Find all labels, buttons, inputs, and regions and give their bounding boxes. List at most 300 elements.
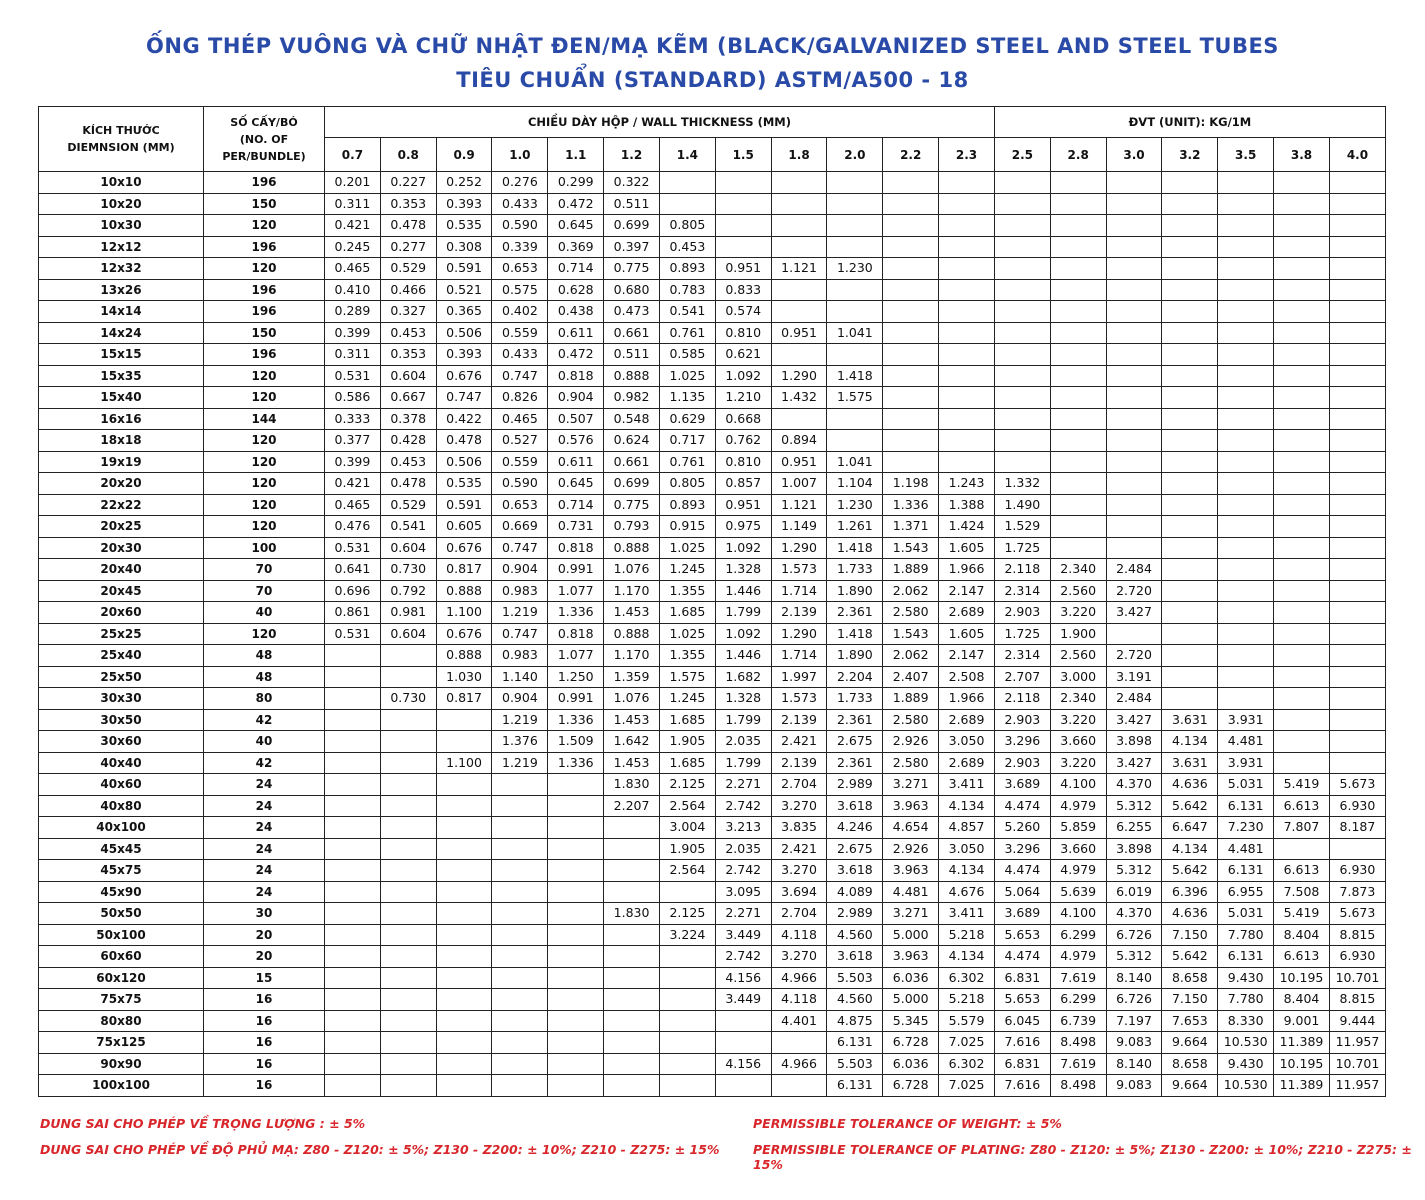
table-row bbox=[39, 193, 1386, 215]
weight-cell bbox=[380, 645, 436, 667]
weight-cell: 0.676 bbox=[436, 365, 492, 387]
weight-cell: 2.204 bbox=[827, 666, 883, 688]
weight-cell: 0.575 bbox=[492, 279, 548, 301]
weight-cell: 0.433 bbox=[492, 193, 548, 215]
weight-cell bbox=[1329, 430, 1385, 452]
weight-cell bbox=[1162, 494, 1218, 516]
table-row bbox=[39, 451, 1386, 473]
weight-cell bbox=[325, 1010, 381, 1032]
weight-cell bbox=[604, 1032, 660, 1054]
weight-cell bbox=[1050, 430, 1106, 452]
weight-cell bbox=[1106, 473, 1162, 495]
thickness-header-cell: 0.9 bbox=[436, 138, 492, 172]
weight-cell: 6.045 bbox=[994, 1010, 1050, 1032]
table-row bbox=[39, 516, 1386, 538]
weight-cell: 0.861 bbox=[325, 602, 381, 624]
weight-cell bbox=[492, 774, 548, 796]
weight-cell: 1.336 bbox=[883, 494, 939, 516]
weight-cell: 1.889 bbox=[883, 559, 939, 581]
weight-cell: 5.312 bbox=[1106, 860, 1162, 882]
weight-cell: 2.704 bbox=[771, 903, 827, 925]
weight-cell bbox=[1329, 559, 1385, 581]
weight-cell: 0.428 bbox=[380, 430, 436, 452]
table-row bbox=[39, 279, 1386, 301]
weight-cell bbox=[492, 881, 548, 903]
weight-cell: 4.875 bbox=[827, 1010, 883, 1032]
weight-cell: 1.733 bbox=[827, 559, 883, 581]
weight-cell bbox=[659, 193, 715, 215]
weight-cell bbox=[939, 451, 995, 473]
weight-cell: 5.653 bbox=[994, 924, 1050, 946]
weight-cell bbox=[436, 774, 492, 796]
weight-cell: 0.857 bbox=[715, 473, 771, 495]
weight-cell bbox=[1106, 279, 1162, 301]
weight-cell: 0.586 bbox=[325, 387, 381, 409]
weight-cell bbox=[1274, 559, 1330, 581]
weight-cell bbox=[883, 451, 939, 473]
weight-cell: 1.290 bbox=[771, 537, 827, 559]
weight-cell bbox=[771, 279, 827, 301]
bundle-cell: 24 bbox=[204, 774, 325, 796]
weight-cell bbox=[1329, 258, 1385, 280]
weight-cell: 1.453 bbox=[604, 752, 660, 774]
weight-cell: 1.170 bbox=[604, 580, 660, 602]
weight-cell: 0.541 bbox=[380, 516, 436, 538]
weight-cell: 0.805 bbox=[659, 473, 715, 495]
weight-cell: 6.831 bbox=[994, 1053, 1050, 1075]
weight-cell bbox=[1050, 301, 1106, 323]
weight-cell: 1.830 bbox=[604, 903, 660, 925]
weight-cell: 0.653 bbox=[492, 494, 548, 516]
weight-cell: 0.982 bbox=[604, 387, 660, 409]
weight-cell: 6.131 bbox=[1218, 946, 1274, 968]
thickness-header-cell: 0.8 bbox=[380, 138, 436, 172]
bundle-cell: 70 bbox=[204, 559, 325, 581]
weight-cell: 2.742 bbox=[715, 860, 771, 882]
weight-cell: 7.025 bbox=[939, 1075, 995, 1097]
table-row bbox=[39, 860, 1386, 882]
weight-cell: 2.035 bbox=[715, 731, 771, 753]
dimension-cell: 20x40 bbox=[39, 559, 204, 581]
weight-cell: 0.399 bbox=[325, 322, 381, 344]
weight-cell: 3.694 bbox=[771, 881, 827, 903]
weight-cell: 8.330 bbox=[1218, 1010, 1274, 1032]
weight-cell: 7.780 bbox=[1218, 924, 1274, 946]
weight-cell bbox=[715, 172, 771, 194]
weight-cell bbox=[1329, 279, 1385, 301]
weight-cell: 3.618 bbox=[827, 795, 883, 817]
weight-cell: 1.446 bbox=[715, 645, 771, 667]
dimension-cell: 20x20 bbox=[39, 473, 204, 495]
dimension-cell: 30x60 bbox=[39, 731, 204, 753]
dimension-cell: 20x45 bbox=[39, 580, 204, 602]
bundle-cell: 16 bbox=[204, 1053, 325, 1075]
weight-cell: 2.118 bbox=[994, 688, 1050, 710]
weight-cell: 2.689 bbox=[939, 752, 995, 774]
weight-cell: 0.915 bbox=[659, 516, 715, 538]
weight-cell bbox=[492, 1010, 548, 1032]
weight-cell bbox=[604, 860, 660, 882]
weight-cell bbox=[1274, 709, 1330, 731]
weight-cell bbox=[1274, 430, 1330, 452]
weight-cell: 6.613 bbox=[1274, 795, 1330, 817]
weight-cell bbox=[1106, 172, 1162, 194]
weight-cell: 2.564 bbox=[659, 860, 715, 882]
weight-cell bbox=[325, 666, 381, 688]
weight-cell bbox=[994, 301, 1050, 323]
weight-cell: 1.135 bbox=[659, 387, 715, 409]
weight-cell: 0.531 bbox=[325, 537, 381, 559]
weight-cell: 0.353 bbox=[380, 344, 436, 366]
weight-cell: 3.898 bbox=[1106, 838, 1162, 860]
weight-cell: 0.478 bbox=[380, 215, 436, 237]
weight-cell bbox=[325, 860, 381, 882]
weight-cell bbox=[436, 838, 492, 860]
weight-cell: 0.535 bbox=[436, 215, 492, 237]
weight-cell bbox=[492, 860, 548, 882]
weight-cell: 9.083 bbox=[1106, 1032, 1162, 1054]
weight-cell: 7.197 bbox=[1106, 1010, 1162, 1032]
weight-cell: 5.859 bbox=[1050, 817, 1106, 839]
weight-cell: 0.981 bbox=[380, 602, 436, 624]
table-row bbox=[39, 387, 1386, 409]
weight-cell bbox=[1106, 494, 1162, 516]
weight-cell: 0.696 bbox=[325, 580, 381, 602]
weight-cell bbox=[492, 967, 548, 989]
page-subtitle: TIÊU CHUẨN (STANDARD) ASTM/A500 - 18 bbox=[456, 68, 969, 92]
weight-cell bbox=[325, 731, 381, 753]
table-row bbox=[39, 258, 1386, 280]
bundle-cell: 48 bbox=[204, 666, 325, 688]
weight-cell: 3.050 bbox=[939, 731, 995, 753]
weight-cell: 6.131 bbox=[1218, 795, 1274, 817]
weight-cell bbox=[1218, 279, 1274, 301]
weight-cell: 0.888 bbox=[604, 623, 660, 645]
weight-cell bbox=[1162, 387, 1218, 409]
weight-cell: 2.926 bbox=[883, 731, 939, 753]
weight-cell bbox=[771, 1075, 827, 1097]
weight-cell bbox=[492, 989, 548, 1011]
weight-cell bbox=[939, 172, 995, 194]
weight-cell: 6.255 bbox=[1106, 817, 1162, 839]
weight-cell: 0.762 bbox=[715, 430, 771, 452]
table-row bbox=[39, 408, 1386, 430]
weight-cell bbox=[1050, 322, 1106, 344]
weight-cell: 1.332 bbox=[994, 473, 1050, 495]
weight-cell bbox=[827, 236, 883, 258]
weight-cell: 0.521 bbox=[436, 279, 492, 301]
weight-cell: 6.036 bbox=[883, 967, 939, 989]
weight-cell bbox=[604, 946, 660, 968]
weight-cell bbox=[659, 881, 715, 903]
weight-cell: 1.890 bbox=[827, 645, 883, 667]
weight-cell bbox=[1218, 301, 1274, 323]
weight-cell bbox=[380, 838, 436, 860]
weight-cell bbox=[1329, 408, 1385, 430]
weight-cell: 10.530 bbox=[1218, 1075, 1274, 1097]
table-row bbox=[39, 881, 1386, 903]
weight-cell: 2.271 bbox=[715, 774, 771, 796]
weight-cell: 0.730 bbox=[380, 688, 436, 710]
weight-cell: 0.421 bbox=[325, 215, 381, 237]
weight-cell: 1.328 bbox=[715, 559, 771, 581]
table-row bbox=[39, 1032, 1386, 1054]
table-row bbox=[39, 473, 1386, 495]
weight-cell bbox=[1162, 688, 1218, 710]
bundle-cell: 24 bbox=[204, 795, 325, 817]
weight-cell: 3.224 bbox=[659, 924, 715, 946]
weight-cell bbox=[1050, 494, 1106, 516]
weight-cell bbox=[492, 924, 548, 946]
weight-cell bbox=[1274, 473, 1330, 495]
weight-cell bbox=[827, 344, 883, 366]
weight-cell: 1.041 bbox=[827, 451, 883, 473]
weight-cell: 2.340 bbox=[1050, 559, 1106, 581]
weight-cell bbox=[604, 838, 660, 860]
table-row bbox=[39, 215, 1386, 237]
weight-cell: 0.714 bbox=[548, 494, 604, 516]
weight-cell: 10.195 bbox=[1274, 1053, 1330, 1075]
weight-cell: 0.761 bbox=[659, 322, 715, 344]
weight-cell: 0.904 bbox=[492, 688, 548, 710]
weight-cell bbox=[994, 322, 1050, 344]
weight-cell: 8.498 bbox=[1050, 1075, 1106, 1097]
weight-cell: 1.799 bbox=[715, 602, 771, 624]
weight-cell: 5.218 bbox=[939, 924, 995, 946]
weight-cell bbox=[715, 1075, 771, 1097]
thickness-header-cell: 1.2 bbox=[604, 138, 660, 172]
weight-cell: 7.230 bbox=[1218, 817, 1274, 839]
weight-cell bbox=[1329, 731, 1385, 753]
weight-cell: 2.421 bbox=[771, 731, 827, 753]
weight-cell: 2.062 bbox=[883, 645, 939, 667]
dimension-cell: 10x30 bbox=[39, 215, 204, 237]
weight-cell: 2.361 bbox=[827, 602, 883, 624]
weight-cell: 1.007 bbox=[771, 473, 827, 495]
table-row bbox=[39, 731, 1386, 753]
weight-cell: 0.548 bbox=[604, 408, 660, 430]
bundle-cell: 100 bbox=[204, 537, 325, 559]
weight-cell: 0.904 bbox=[548, 387, 604, 409]
weight-cell: 4.134 bbox=[939, 860, 995, 882]
weight-cell bbox=[883, 236, 939, 258]
weight-cell bbox=[380, 924, 436, 946]
weight-cell: 1.685 bbox=[659, 709, 715, 731]
weight-cell: 0.299 bbox=[548, 172, 604, 194]
weight-cell bbox=[380, 903, 436, 925]
weight-cell bbox=[994, 193, 1050, 215]
dimension-cell: 20x25 bbox=[39, 516, 204, 538]
weight-cell bbox=[380, 817, 436, 839]
dimension-cell: 60x60 bbox=[39, 946, 204, 968]
page-title: ỐNG THÉP VUÔNG VÀ CHỮ NHẬT ĐEN/MẠ KẼM (BLACK/GALVANIZED STEEL AND STEEL TUBES bbox=[146, 34, 1279, 58]
dimension-cell: 50x100 bbox=[39, 924, 204, 946]
weight-cell: 0.378 bbox=[380, 408, 436, 430]
weight-cell bbox=[1050, 344, 1106, 366]
weight-cell bbox=[883, 301, 939, 323]
weight-cell: 1.243 bbox=[939, 473, 995, 495]
weight-cell bbox=[325, 795, 381, 817]
weight-cell bbox=[994, 258, 1050, 280]
weight-cell: 5.312 bbox=[1106, 795, 1162, 817]
weight-cell bbox=[1329, 516, 1385, 538]
weight-cell bbox=[436, 1075, 492, 1097]
weight-cell: 0.888 bbox=[436, 645, 492, 667]
weight-cell: 0.604 bbox=[380, 537, 436, 559]
weight-cell: 0.747 bbox=[492, 537, 548, 559]
weight-cell: 7.150 bbox=[1162, 924, 1218, 946]
weight-cell: 7.025 bbox=[939, 1032, 995, 1054]
weight-cell bbox=[659, 967, 715, 989]
weight-cell bbox=[659, 1032, 715, 1054]
weight-cell: 5.673 bbox=[1329, 903, 1385, 925]
dimension-cell: 30x50 bbox=[39, 709, 204, 731]
weight-cell: 3.618 bbox=[827, 860, 883, 882]
bundle-cell: 15 bbox=[204, 967, 325, 989]
weight-cell: 0.377 bbox=[325, 430, 381, 452]
weight-cell bbox=[1050, 516, 1106, 538]
weight-cell: 0.641 bbox=[325, 559, 381, 581]
thickness-header-cell: 2.0 bbox=[827, 138, 883, 172]
dimension-cell: 20x30 bbox=[39, 537, 204, 559]
weight-cell: 2.314 bbox=[994, 645, 1050, 667]
thickness-header-cell: 3.0 bbox=[1106, 138, 1162, 172]
weight-cell bbox=[380, 752, 436, 774]
bundle-cell: 48 bbox=[204, 645, 325, 667]
weight-cell: 5.642 bbox=[1162, 795, 1218, 817]
thickness-header-cell: 3.8 bbox=[1274, 138, 1330, 172]
weight-cell: 2.207 bbox=[604, 795, 660, 817]
bundle-cell: 120 bbox=[204, 215, 325, 237]
weight-cell: 1.966 bbox=[939, 559, 995, 581]
weight-cell bbox=[436, 946, 492, 968]
weight-cell: 5.031 bbox=[1218, 774, 1274, 796]
weight-cell: 6.728 bbox=[883, 1032, 939, 1054]
table-row bbox=[39, 989, 1386, 1011]
weight-cell: 0.604 bbox=[380, 623, 436, 645]
weight-cell bbox=[1218, 666, 1274, 688]
weight-cell: 3.660 bbox=[1050, 838, 1106, 860]
weight-cell bbox=[1274, 580, 1330, 602]
dimension-cell: 25x25 bbox=[39, 623, 204, 645]
weight-cell bbox=[1274, 602, 1330, 624]
weight-cell: 0.506 bbox=[436, 451, 492, 473]
weight-cell bbox=[827, 193, 883, 215]
table-row bbox=[39, 602, 1386, 624]
weight-cell: 6.396 bbox=[1162, 881, 1218, 903]
weight-cell: 3.931 bbox=[1218, 752, 1274, 774]
weight-cell: 4.636 bbox=[1162, 774, 1218, 796]
weight-cell bbox=[827, 301, 883, 323]
bundle-header-en: (NO. OF PER/BUNDLE) bbox=[222, 132, 306, 163]
weight-cell bbox=[1274, 322, 1330, 344]
weight-cell: 1.575 bbox=[827, 387, 883, 409]
weight-cell: 0.645 bbox=[548, 473, 604, 495]
weight-cell: 0.810 bbox=[715, 322, 771, 344]
weight-cell: 2.560 bbox=[1050, 580, 1106, 602]
bundle-cell: 24 bbox=[204, 817, 325, 839]
weight-cell: 1.355 bbox=[659, 645, 715, 667]
weight-cell: 1.140 bbox=[492, 666, 548, 688]
weight-cell bbox=[1274, 666, 1330, 688]
weight-cell: 0.511 bbox=[604, 344, 660, 366]
weight-cell: 4.100 bbox=[1050, 774, 1106, 796]
weight-cell bbox=[1106, 623, 1162, 645]
weight-cell: 1.799 bbox=[715, 709, 771, 731]
weight-cell bbox=[1329, 322, 1385, 344]
weight-cell bbox=[771, 344, 827, 366]
weight-cell: 4.156 bbox=[715, 1053, 771, 1075]
weight-cell bbox=[1106, 344, 1162, 366]
weight-cell bbox=[994, 387, 1050, 409]
weight-cell bbox=[1106, 516, 1162, 538]
weight-cell bbox=[1329, 473, 1385, 495]
bundle-cell: 20 bbox=[204, 946, 325, 968]
weight-cell: 6.726 bbox=[1106, 989, 1162, 1011]
weight-cell bbox=[1218, 559, 1274, 581]
weight-cell bbox=[939, 365, 995, 387]
weight-cell bbox=[1218, 322, 1274, 344]
weight-cell: 1.025 bbox=[659, 623, 715, 645]
weight-cell: 0.289 bbox=[325, 301, 381, 323]
weight-cell bbox=[548, 881, 604, 903]
weight-cell: 6.726 bbox=[1106, 924, 1162, 946]
weight-cell bbox=[883, 258, 939, 280]
weight-cell: 0.783 bbox=[659, 279, 715, 301]
weight-cell: 0.507 bbox=[548, 408, 604, 430]
weight-cell: 1.714 bbox=[771, 645, 827, 667]
weight-cell bbox=[436, 989, 492, 1011]
weight-cell: 6.299 bbox=[1050, 989, 1106, 1011]
weight-cell: 2.903 bbox=[994, 752, 1050, 774]
weight-cell: 0.645 bbox=[548, 215, 604, 237]
weight-cell bbox=[380, 795, 436, 817]
weight-cell bbox=[1218, 623, 1274, 645]
dimension-cell: 22x22 bbox=[39, 494, 204, 516]
weight-cell: 0.535 bbox=[436, 473, 492, 495]
weight-cell: 3.449 bbox=[715, 989, 771, 1011]
weight-cell: 3.963 bbox=[883, 946, 939, 968]
weight-cell bbox=[1274, 645, 1330, 667]
weight-cell: 0.369 bbox=[548, 236, 604, 258]
weight-cell: 1.250 bbox=[548, 666, 604, 688]
weight-cell: 3.095 bbox=[715, 881, 771, 903]
weight-cell: 6.131 bbox=[827, 1075, 883, 1097]
weight-cell: 6.036 bbox=[883, 1053, 939, 1075]
bundle-cell: 16 bbox=[204, 1075, 325, 1097]
dimension-cell: 14x24 bbox=[39, 322, 204, 344]
weight-cell bbox=[1162, 193, 1218, 215]
weight-cell: 4.089 bbox=[827, 881, 883, 903]
weight-cell: 1.328 bbox=[715, 688, 771, 710]
weight-cell: 5.312 bbox=[1106, 946, 1162, 968]
weight-cell bbox=[1218, 215, 1274, 237]
weight-cell: 8.658 bbox=[1162, 1053, 1218, 1075]
weight-cell: 1.198 bbox=[883, 473, 939, 495]
weight-cell bbox=[659, 1075, 715, 1097]
weight-cell: 0.676 bbox=[436, 623, 492, 645]
bundle-cell: 150 bbox=[204, 322, 325, 344]
weight-cell bbox=[659, 172, 715, 194]
dimension-cell: 80x80 bbox=[39, 1010, 204, 1032]
weight-cell bbox=[380, 774, 436, 796]
weight-cell bbox=[715, 215, 771, 237]
weight-cell: 0.531 bbox=[325, 623, 381, 645]
bundle-cell: 196 bbox=[204, 344, 325, 366]
weight-cell: 0.559 bbox=[492, 451, 548, 473]
weight-cell bbox=[883, 430, 939, 452]
bundle-cell: 30 bbox=[204, 903, 325, 925]
